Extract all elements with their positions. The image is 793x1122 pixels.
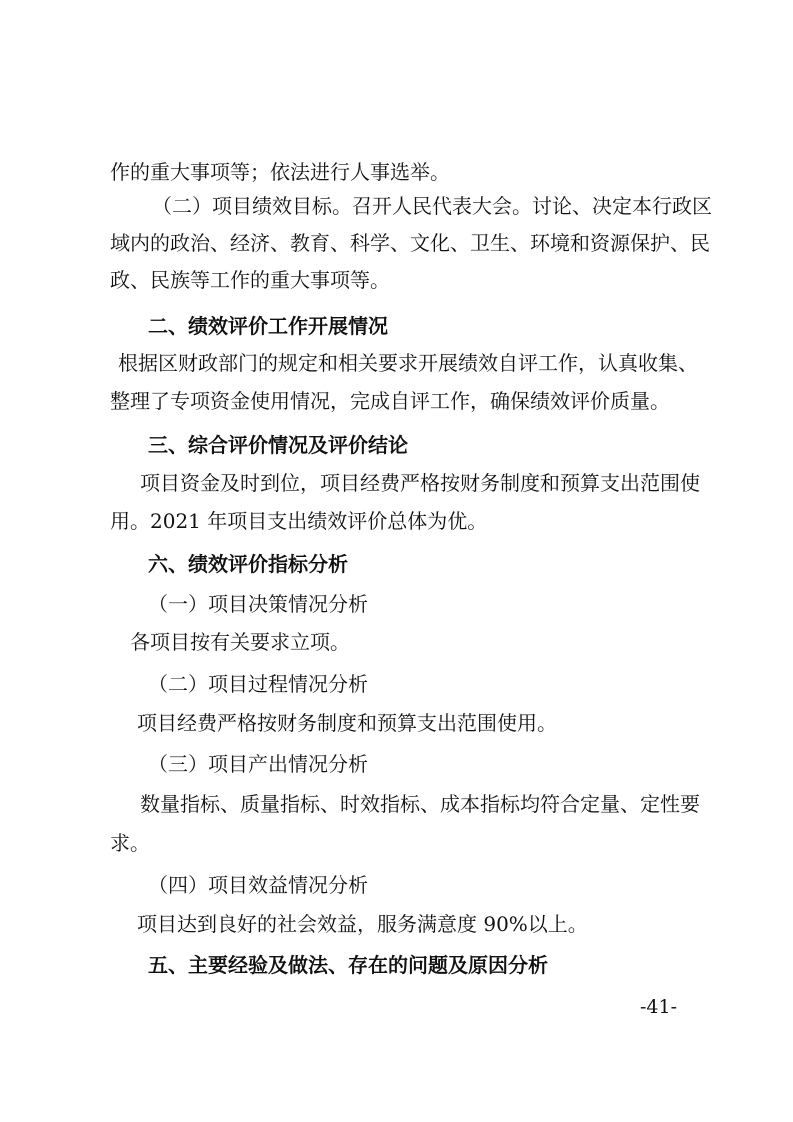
page-number: -41- (640, 996, 678, 1018)
